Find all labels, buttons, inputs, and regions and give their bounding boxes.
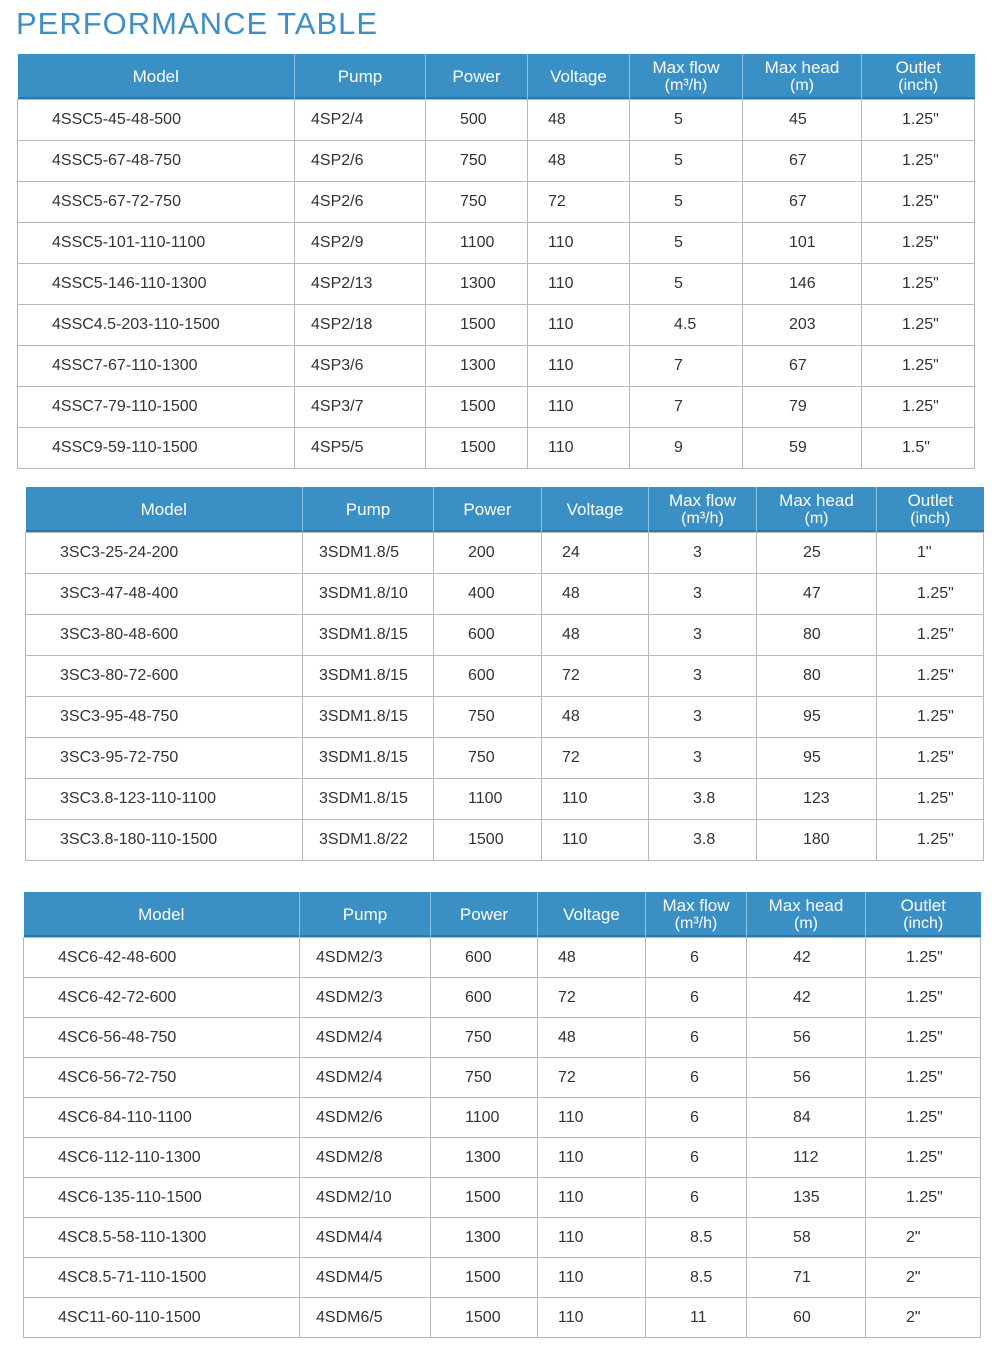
- cell-voltage: 72: [542, 738, 649, 779]
- cell-voltage: 110: [542, 779, 649, 820]
- cell-max-head: 95: [757, 697, 877, 738]
- cell-outlet: 2": [866, 1298, 981, 1338]
- header-power: [426, 54, 528, 100]
- cell-pump: 4SDM4/4: [300, 1218, 431, 1258]
- cell-pump: 4SP3/7: [295, 387, 426, 428]
- cell-voltage: 110: [538, 1178, 646, 1218]
- cell-max-head: 135: [747, 1178, 866, 1218]
- cell-model: 4SC8.5-71-110-1500: [24, 1258, 300, 1298]
- cell-power: 750: [434, 697, 542, 738]
- table-row: [26, 779, 984, 820]
- cell-pump: 4SP3/6: [295, 346, 426, 387]
- table-row: [18, 264, 975, 305]
- cell-model: 4SC6-42-48-600: [24, 938, 300, 978]
- cell-voltage: 48: [528, 141, 630, 182]
- cell-pump: 4SDM2/10: [300, 1178, 431, 1218]
- page-title: PERFORMANCE TABLE: [16, 6, 379, 41]
- cell-power: 600: [431, 938, 538, 978]
- performance-table-4ssc: [17, 54, 975, 469]
- cell-voltage: 110: [538, 1258, 646, 1298]
- table-row: [24, 938, 981, 978]
- header-max-flow-unit: (m³/h): [674, 914, 718, 932]
- cell-max-flow: 7: [630, 387, 743, 428]
- cell-max-flow: 5: [630, 141, 743, 182]
- cell-max-head: 112: [747, 1138, 866, 1178]
- cell-max-head: 56: [747, 1058, 866, 1098]
- table-row: [26, 697, 984, 738]
- performance-table-4sc: [23, 892, 981, 1338]
- cell-power: 1500: [426, 387, 528, 428]
- cell-power: 1500: [431, 1298, 538, 1338]
- header-outlet: [866, 892, 981, 938]
- header-outlet-unit: (inch): [910, 509, 951, 527]
- header-pump-label: Pump: [337, 66, 383, 86]
- cell-max-flow: 3: [649, 656, 757, 697]
- header-max-head: [743, 54, 862, 100]
- cell-model: 3SC3-47-48-400: [26, 574, 303, 615]
- cell-power: 1300: [431, 1218, 538, 1258]
- cell-model: 4SC11-60-110-1500: [24, 1298, 300, 1338]
- table-header-row: [26, 487, 984, 533]
- cell-power: 500: [426, 100, 528, 141]
- cell-max-flow: 5: [630, 100, 743, 141]
- cell-max-flow: 6: [646, 1058, 747, 1098]
- header-pump-label: Pump: [345, 499, 391, 519]
- cell-voltage: 48: [542, 697, 649, 738]
- table-row: [18, 305, 975, 346]
- cell-model: 4SSC5-101-110-1100: [18, 223, 295, 264]
- cell-voltage: 72: [538, 1058, 646, 1098]
- cell-power: 750: [426, 141, 528, 182]
- cell-max-head: 80: [757, 656, 877, 697]
- table-row: [24, 1018, 981, 1058]
- cell-power: 1300: [426, 264, 528, 305]
- header-outlet-unit: (inch): [898, 76, 939, 94]
- cell-model: 4SC8.5-58-110-1300: [24, 1218, 300, 1258]
- cell-model: 4SSC5-45-48-500: [18, 100, 295, 141]
- cell-max-flow: 6: [646, 1018, 747, 1058]
- header-outlet-label: Outlet: [900, 895, 946, 915]
- table-row: [24, 1178, 981, 1218]
- cell-model: 3SC3-25-24-200: [26, 533, 303, 574]
- cell-pump: 4SDM2/8: [300, 1138, 431, 1178]
- header-model: [24, 892, 300, 938]
- header-model-label: Model: [140, 499, 187, 519]
- header-max-flow: [649, 487, 757, 533]
- cell-max-head: 180: [757, 820, 877, 861]
- cell-power: 1100: [426, 223, 528, 264]
- cell-pump: 4SDM6/5: [300, 1298, 431, 1338]
- cell-outlet: 1.25": [866, 1178, 981, 1218]
- header-voltage: [528, 54, 630, 100]
- cell-outlet: 1.25": [862, 264, 975, 305]
- cell-outlet: 1.25": [862, 141, 975, 182]
- header-model-label: Model: [138, 904, 185, 924]
- cell-outlet: 2": [866, 1218, 981, 1258]
- header-model: [18, 54, 295, 100]
- header-voltage: [542, 487, 649, 533]
- header-max-flow-label: Max flow: [668, 490, 737, 510]
- cell-max-head: 59: [743, 428, 862, 469]
- table-row: [18, 223, 975, 264]
- cell-max-flow: 6: [646, 1138, 747, 1178]
- cell-max-flow: 7: [630, 346, 743, 387]
- cell-outlet: 1": [877, 533, 984, 574]
- table-row: [18, 387, 975, 428]
- cell-max-head: 42: [747, 938, 866, 978]
- cell-pump: 4SP2/9: [295, 223, 426, 264]
- header-pump: [303, 487, 434, 533]
- cell-power: 1100: [434, 779, 542, 820]
- header-pump-label: Pump: [342, 904, 388, 924]
- cell-max-head: 101: [743, 223, 862, 264]
- table-row: [24, 1258, 981, 1298]
- header-outlet-label: Outlet: [907, 490, 953, 510]
- header-outlet-unit: (inch): [903, 914, 944, 932]
- table-row: [18, 100, 975, 141]
- header-max-head-unit: (m): [790, 76, 814, 94]
- cell-pump: 3SDM1.8/15: [303, 615, 434, 656]
- cell-max-head: 56: [747, 1018, 866, 1058]
- cell-pump: 4SDM2/4: [300, 1058, 431, 1098]
- cell-outlet: 1.25": [862, 305, 975, 346]
- cell-power: 1500: [431, 1178, 538, 1218]
- table-row: [24, 978, 981, 1018]
- header-max-head-unit: (m): [804, 509, 829, 527]
- cell-voltage: 48: [542, 615, 649, 656]
- cell-pump: 3SDM1.8/15: [303, 697, 434, 738]
- cell-max-head: 146: [743, 264, 862, 305]
- header-max-head-label: Max head: [779, 490, 854, 510]
- cell-max-flow: 3: [649, 615, 757, 656]
- cell-voltage: 110: [528, 223, 630, 264]
- header-pump: [295, 54, 426, 100]
- cell-max-flow: 8.5: [646, 1218, 747, 1258]
- cell-pump: 3SDM1.8/15: [303, 656, 434, 697]
- table-row: [26, 820, 984, 861]
- cell-voltage: 48: [528, 100, 630, 141]
- cell-outlet: 1.25": [866, 978, 981, 1018]
- cell-voltage: 72: [528, 182, 630, 223]
- cell-pump: 4SDM2/3: [300, 978, 431, 1018]
- header-pump: [300, 892, 431, 938]
- header-power-label: Power: [459, 904, 509, 924]
- cell-outlet: 1.25": [877, 615, 984, 656]
- table-header-row: [18, 54, 975, 100]
- table-row: [18, 346, 975, 387]
- cell-outlet: 1.25": [866, 938, 981, 978]
- table-row: [24, 1138, 981, 1178]
- cell-max-flow: 6: [646, 938, 747, 978]
- cell-max-flow: 3.8: [649, 820, 757, 861]
- cell-outlet: 1.25": [862, 387, 975, 428]
- header-max-flow-label: Max flow: [662, 895, 730, 915]
- cell-power: 1500: [426, 305, 528, 346]
- header-voltage-label: Voltage: [566, 499, 624, 519]
- cell-outlet: 1.25": [877, 738, 984, 779]
- header-model-label: Model: [132, 66, 179, 86]
- cell-power: 1500: [426, 428, 528, 469]
- header-outlet-label: Outlet: [895, 57, 941, 77]
- cell-max-head: 203: [743, 305, 862, 346]
- cell-max-flow: 5: [630, 182, 743, 223]
- header-power-label: Power: [463, 499, 512, 519]
- cell-power: 200: [434, 533, 542, 574]
- cell-power: 750: [426, 182, 528, 223]
- cell-outlet: 1.5": [862, 428, 975, 469]
- cell-power: 750: [434, 738, 542, 779]
- cell-max-head: 67: [743, 141, 862, 182]
- cell-voltage: 110: [528, 346, 630, 387]
- cell-outlet: 1.25": [877, 574, 984, 615]
- cell-outlet: 1.25": [866, 1018, 981, 1058]
- cell-outlet: 1.25": [877, 697, 984, 738]
- cell-model: 4SC6-135-110-1500: [24, 1178, 300, 1218]
- cell-model: 3SC3-80-72-600: [26, 656, 303, 697]
- cell-model: 3SC3.8-180-110-1500: [26, 820, 303, 861]
- cell-power: 1500: [431, 1258, 538, 1298]
- cell-model: 4SC6-56-48-750: [24, 1018, 300, 1058]
- cell-max-flow: 4.5: [630, 305, 743, 346]
- cell-outlet: 1.25": [862, 346, 975, 387]
- cell-model: 4SSC5-67-48-750: [18, 141, 295, 182]
- cell-model: 4SSC5-67-72-750: [18, 182, 295, 223]
- cell-outlet: 1.25": [866, 1138, 981, 1178]
- header-max-head-unit: (m): [794, 914, 818, 932]
- cell-voltage: 72: [538, 978, 646, 1018]
- cell-max-flow: 8.5: [646, 1258, 747, 1298]
- cell-outlet: 1.25": [862, 100, 975, 141]
- table-row: [26, 615, 984, 656]
- cell-power: 1300: [426, 346, 528, 387]
- cell-max-head: 67: [743, 346, 862, 387]
- cell-power: 600: [434, 615, 542, 656]
- header-max-head-label: Max head: [768, 895, 844, 915]
- cell-voltage: 48: [538, 938, 646, 978]
- header-max-flow-label: Max flow: [652, 57, 720, 77]
- cell-model: 3SC3.8-123-110-1100: [26, 779, 303, 820]
- table-row: [26, 738, 984, 779]
- cell-voltage: 110: [538, 1218, 646, 1258]
- cell-max-flow: 5: [630, 264, 743, 305]
- header-max-flow: [646, 892, 747, 938]
- cell-max-flow: 3: [649, 533, 757, 574]
- header-power: [431, 892, 538, 938]
- cell-pump: 3SDM1.8/10: [303, 574, 434, 615]
- cell-pump: 4SDM4/5: [300, 1258, 431, 1298]
- cell-pump: 4SP2/18: [295, 305, 426, 346]
- header-power-label: Power: [452, 66, 501, 86]
- cell-outlet: 2": [866, 1258, 981, 1298]
- cell-voltage: 110: [538, 1098, 646, 1138]
- cell-max-head: 42: [747, 978, 866, 1018]
- table-row: [26, 656, 984, 697]
- table-row: [18, 182, 975, 223]
- cell-max-head: 47: [757, 574, 877, 615]
- cell-model: 4SC6-84-110-1100: [24, 1098, 300, 1138]
- table-row: [26, 533, 984, 574]
- cell-max-flow: 3: [649, 738, 757, 779]
- cell-max-flow: 5: [630, 223, 743, 264]
- cell-model: 4SSC7-67-110-1300: [18, 346, 295, 387]
- cell-pump: 3SDM1.8/22: [303, 820, 434, 861]
- cell-model: 4SSC9-59-110-1500: [18, 428, 295, 469]
- cell-power: 1500: [434, 820, 542, 861]
- cell-max-flow: 6: [646, 1178, 747, 1218]
- cell-pump: 4SP5/5: [295, 428, 426, 469]
- table-row: [24, 1098, 981, 1138]
- cell-max-flow: 3: [649, 697, 757, 738]
- cell-outlet: 1.25": [866, 1058, 981, 1098]
- cell-voltage: 110: [528, 264, 630, 305]
- cell-model: 4SSC5-146-110-1300: [18, 264, 295, 305]
- cell-max-head: 25: [757, 533, 877, 574]
- cell-pump: 4SP2/6: [295, 141, 426, 182]
- cell-outlet: 1.25": [877, 656, 984, 697]
- cell-power: 400: [434, 574, 542, 615]
- cell-outlet: 1.25": [862, 223, 975, 264]
- cell-max-flow: 3.8: [649, 779, 757, 820]
- cell-pump: 4SP2/13: [295, 264, 426, 305]
- cell-power: 750: [431, 1018, 538, 1058]
- cell-voltage: 24: [542, 533, 649, 574]
- cell-max-head: 123: [757, 779, 877, 820]
- header-voltage: [538, 892, 646, 938]
- header-outlet: [862, 54, 975, 100]
- cell-outlet: 1.25": [866, 1098, 981, 1138]
- table-row: [18, 141, 975, 182]
- cell-model: 4SC6-42-72-600: [24, 978, 300, 1018]
- cell-max-head: 58: [747, 1218, 866, 1258]
- table-row: [24, 1058, 981, 1098]
- header-power: [434, 487, 542, 533]
- cell-power: 600: [431, 978, 538, 1018]
- cell-max-flow: 6: [646, 978, 747, 1018]
- cell-pump: 4SDM2/3: [300, 938, 431, 978]
- cell-max-head: 84: [747, 1098, 866, 1138]
- header-voltage-label: Voltage: [550, 66, 607, 86]
- cell-max-head: 45: [743, 100, 862, 141]
- header-max-flow-unit: (m³/h): [664, 76, 708, 94]
- cell-outlet: 1.25": [877, 820, 984, 861]
- cell-max-head: 95: [757, 738, 877, 779]
- cell-model: 4SC6-112-110-1300: [24, 1138, 300, 1178]
- cell-max-flow: 6: [646, 1098, 747, 1138]
- cell-power: 1300: [431, 1138, 538, 1178]
- cell-pump: 4SDM2/4: [300, 1018, 431, 1058]
- header-max-flow-unit: (m³/h): [681, 509, 724, 527]
- cell-pump: 4SDM2/6: [300, 1098, 431, 1138]
- cell-max-head: 71: [747, 1258, 866, 1298]
- header-model: [26, 487, 303, 533]
- cell-power: 750: [431, 1058, 538, 1098]
- cell-outlet: 1.25": [862, 182, 975, 223]
- cell-voltage: 110: [528, 305, 630, 346]
- cell-model: 4SC6-56-72-750: [24, 1058, 300, 1098]
- cell-voltage: 48: [542, 574, 649, 615]
- header-max-head: [757, 487, 877, 533]
- header-outlet: [877, 487, 984, 533]
- table-header-row: [24, 892, 981, 938]
- cell-max-head: 79: [743, 387, 862, 428]
- cell-voltage: 110: [538, 1298, 646, 1338]
- cell-power: 600: [434, 656, 542, 697]
- cell-model: 4SSC7-79-110-1500: [18, 387, 295, 428]
- cell-voltage: 48: [538, 1018, 646, 1058]
- table-row: [18, 428, 975, 469]
- cell-pump: 3SDM1.8/15: [303, 738, 434, 779]
- cell-max-head: 80: [757, 615, 877, 656]
- header-voltage-label: Voltage: [563, 904, 620, 924]
- cell-pump: 3SDM1.8/15: [303, 779, 434, 820]
- cell-max-head: 60: [747, 1298, 866, 1338]
- cell-max-flow: 11: [646, 1298, 747, 1338]
- cell-voltage: 72: [542, 656, 649, 697]
- header-max-flow: [630, 54, 743, 100]
- cell-pump: 4SP2/6: [295, 182, 426, 223]
- cell-voltage: 110: [528, 428, 630, 469]
- cell-outlet: 1.25": [877, 779, 984, 820]
- cell-voltage: 110: [538, 1138, 646, 1178]
- cell-max-head: 67: [743, 182, 862, 223]
- cell-pump: 3SDM1.8/5: [303, 533, 434, 574]
- cell-model: 3SC3-95-48-750: [26, 697, 303, 738]
- header-max-head-label: Max head: [764, 57, 840, 77]
- cell-voltage: 110: [542, 820, 649, 861]
- cell-max-flow: 3: [649, 574, 757, 615]
- cell-model: 4SSC4.5-203-110-1500: [18, 305, 295, 346]
- cell-max-flow: 9: [630, 428, 743, 469]
- table-row: [24, 1218, 981, 1258]
- cell-model: 3SC3-95-72-750: [26, 738, 303, 779]
- performance-table-3sc: [25, 487, 984, 861]
- header-max-head: [747, 892, 866, 938]
- table-row: [24, 1298, 981, 1338]
- table-row: [26, 574, 984, 615]
- cell-voltage: 110: [528, 387, 630, 428]
- cell-model: 3SC3-80-48-600: [26, 615, 303, 656]
- cell-power: 1100: [431, 1098, 538, 1138]
- cell-pump: 4SP2/4: [295, 100, 426, 141]
